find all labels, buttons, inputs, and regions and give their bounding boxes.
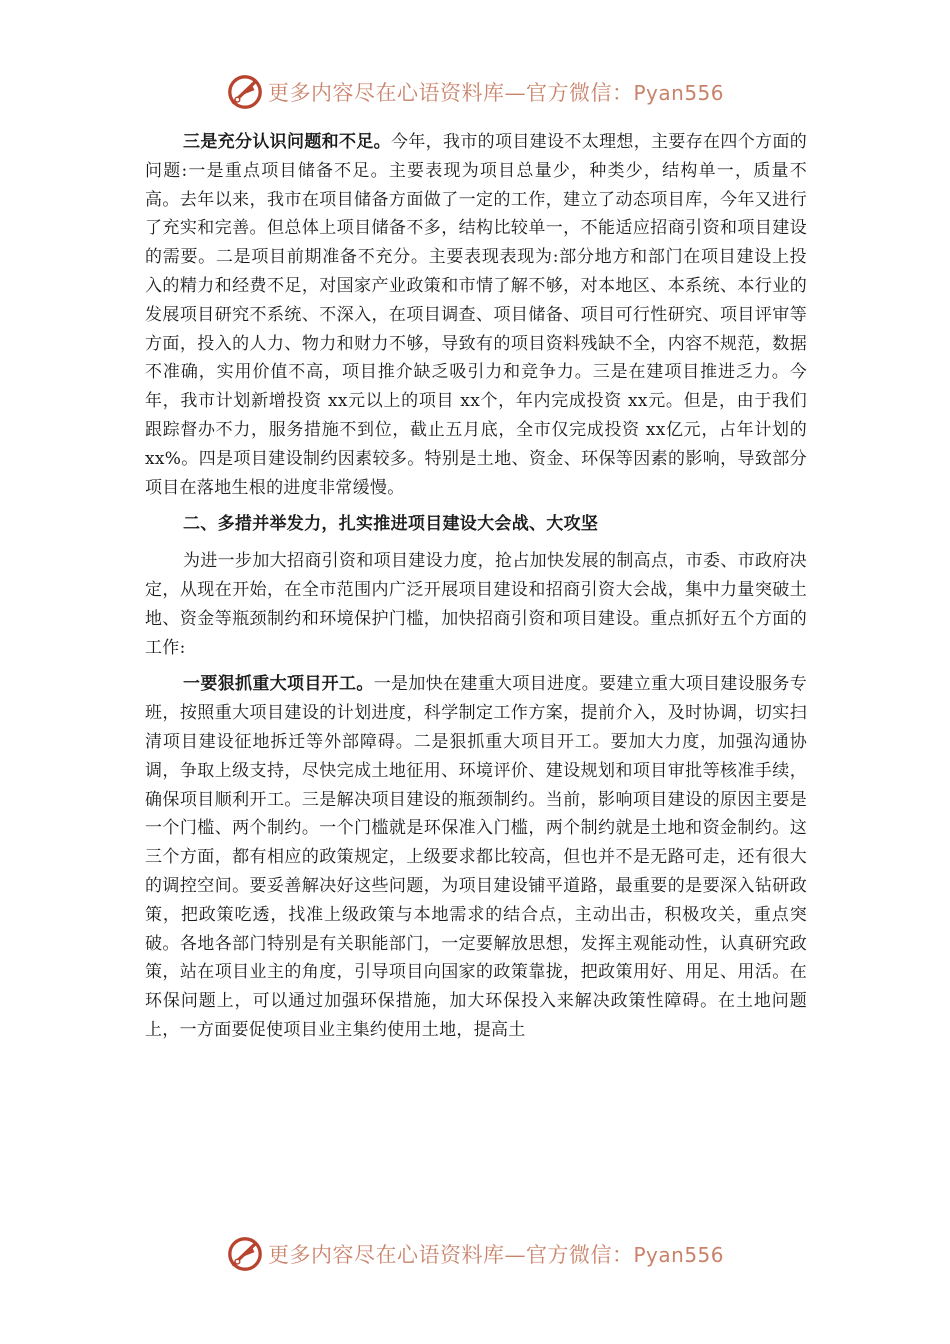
paragraph-problems [145, 128, 807, 502]
banner-text-cn: 更多内容尽在心语资料库—官方微信： [268, 81, 634, 105]
paragraph-lead: 一要狠抓重大项目开工。 [183, 674, 374, 695]
paragraph-text: 今年，我市的项目建设不太理想，主要存在四个方面的问题:一是重点项目储备不足。主要表现为项目总量少，种类少，结构单一，质量不高。去年以来，我市在项目储备方面做了一定的工作，建立了动态项目库，今年又进行了充实和完善。但总体上项目储备不多，结构比较单一，不能适应招商引资和项目建设的需要。二是项目前期准备不充分。主要表现表现为:部分地方和部门在项目建设上投入的精力和经费不足，对国家产业政策和市情了解不够，对本地区、本系统、本行业的发展项目研究不系统、不深入，在项目调查、项目储备、项目可行性研究、项目评审等方面，投入的人力、物力和财力不够，导致有的项目资料残缺不全，内容不规范，数据不准确，实用价值不高，项目推介缺乏吸引力和竞争力。三是在建项目推进乏力。今年，我市计划新增投资 xx元以上的项目 xx个，年内完成投资 xx元。但是，由于我们跟踪督办不力，服务措施不到位，截止五月底，全市仅完成投资 xx亿元，占年计划的 xx%。四是项目建设制约因素较多。特别是土地、资金、环保等因素的影响，导致部分项目在落地生根的进度非常缓慢。 [145, 132, 807, 498]
banner-wechat-id: Pyan556 [633, 81, 725, 105]
paragraph-text: 为进一步加大招商引资和项目建设力度，抢占加快发展的制高点，市委、市政府决定，从现在开始，在全市范围内广泛开展项目建设和招商引资大会战，集中力量突破土地、资金等瓶颈制约和环境保护门槛，加快招商引资和项目建设。重点抓好五个方面的工作: [145, 551, 807, 658]
paragraph-major-projects [145, 670, 807, 1044]
banner-wechat-id: Pyan556 [633, 1243, 725, 1267]
banner-text [268, 1239, 724, 1269]
paragraph-lead: 三是充分认识问题和不足。 [183, 132, 392, 152]
paragraph-text: 一是加快在建重大项目进度。要建立重大项目建设服务专班，按照重大项目建设的计划进度，科学制定工作方案，提前介入，及时协调，切实扫清项目建设征地拆迁等外部障碍。二是狠抓重大项目开工。要加大力度，加强沟通协调，争取上级支持，尽快完成土地征用、环境评价、建设规划和项目审批等核准手续，确保项目顺利开工。三是解决项目建设的瓶颈制约。当前，影响项目建设的原因主要是一个门槛、两个制约。一个门槛就是环保准入门槛，两个制约就是土地和资金制约。这三个方面，都有相应的政策规定，上级要求都比较高，但也并不是无路可走，还有很大的调控空间。要妥善解决好这些问题，为项目建设铺平道路，最重要的是要深入钻研政策，把政策吃透，找准上级政策与本地需求的结合点，主动出击，积极攻关，重点突破。各地各部门特别是有关职能部门，一定要解放思想，发挥主观能动性，认真研究政策，站在项目业主的角度，引导项目向国家的政策靠拢，把政策用好、用足、用活。在环保问题上，可以通过加强环保措施，加大环保投入来解决政策性障碍。在土地问题上，一方面要促使项目业主集约使用土地，提高土 [145, 674, 808, 1040]
document-body [145, 128, 807, 1045]
header-banner [0, 70, 950, 114]
section-heading: 二、多措并举发力，扎实推进项目建设大会战、大攻坚 [183, 514, 599, 535]
logo-icon [226, 1235, 264, 1273]
logo-icon [226, 73, 264, 111]
banner-text-cn: 更多内容尽在心语资料库—官方微信： [268, 1243, 634, 1267]
footer-banner [0, 1232, 950, 1276]
banner-text [268, 77, 724, 107]
paragraph-intro [145, 547, 807, 662]
